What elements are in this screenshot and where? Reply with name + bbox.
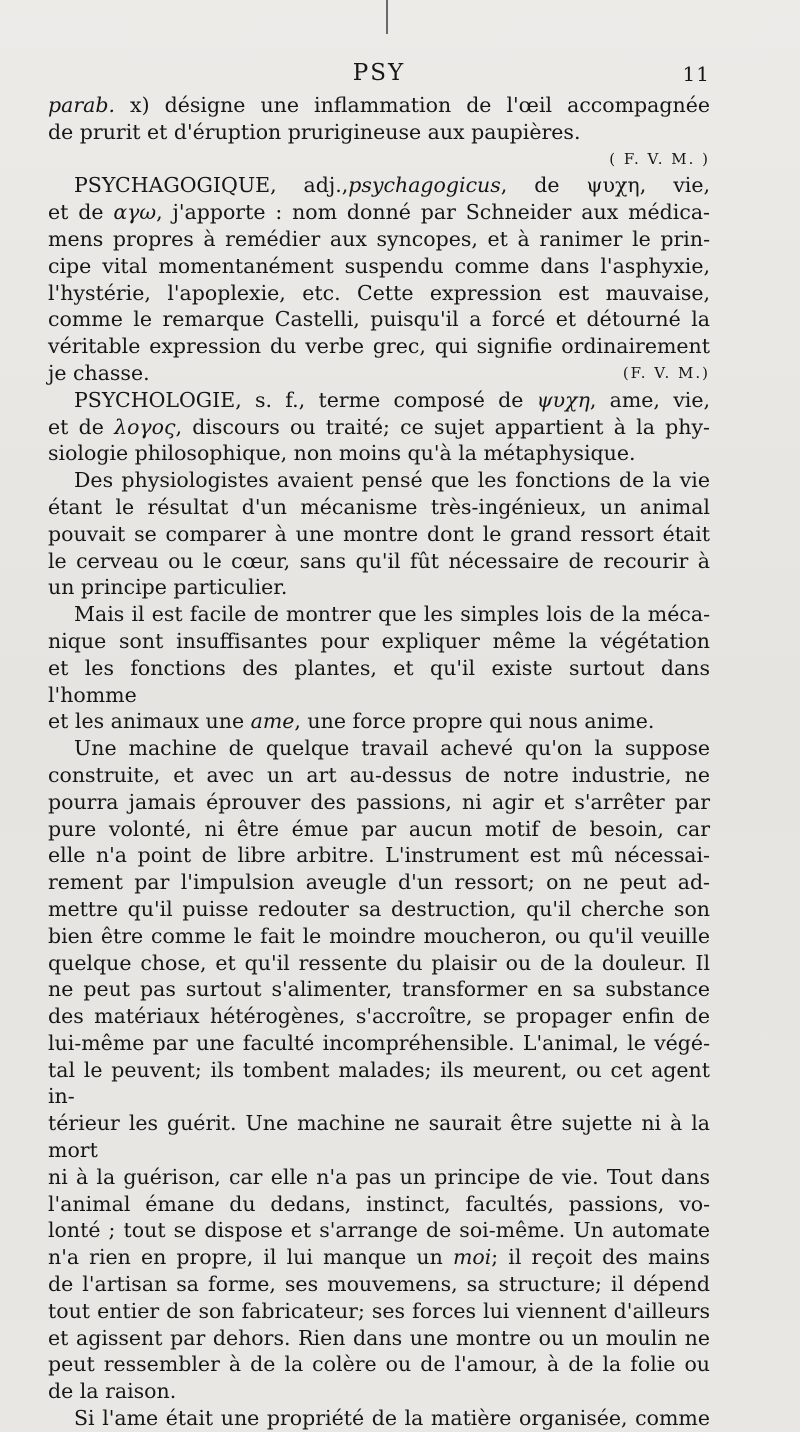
text-line: mens propres à remédier aux syncopes, et à ranimer le prin- [48,226,710,251]
text-line [48,414,710,441]
text-line: bien être comme le fait le moindre moucheron, ou qu'il veuille [48,923,710,948]
page-number: 11 [682,62,710,86]
text-span: et de [48,200,114,225]
text-line: l'animal émane du dedans, instinct, facultés, passions, vo- [48,1191,710,1216]
text-line: et les fonctions des plantes, et qu'il existe surtout dans l'homme [48,655,710,707]
text-line: térieur les guérit. Une machine ne saurait être sujette ni à la mort [48,1111,710,1163]
text-line: elle n'a point de libre arbitre. L'instrument est mû nécessai- [48,843,710,868]
text-line: étant le résultat d'un mécanisme très-ingénieux, un animal [48,494,710,519]
text-span: je chasse. [48,360,150,385]
text-line: tal le peuvent; ils tombent malades; ils meurent, ou cet agent in- [48,1057,710,1109]
text-line: pouvait se comparer à une montre dont le grand ressort était [48,521,710,546]
text-line: cipe vital momentanément suspendu comme dans l'asphyxie, [48,253,710,278]
italic-text: λογος [114,414,176,439]
text-span: PSYCHAGOGIQUE, adj., [74,173,349,198]
italic-text: moi [452,1245,492,1270]
italic-text: ame [250,709,295,734]
text-span: , ame, vie, [589,387,710,412]
text-span: , une force propre qui nous anime. [294,709,655,734]
text-line: lonté ; tout se dispose et s'arrange de soi-même. Un automate [48,1218,710,1243]
text-line: de l'artisan sa forme, ses mouvemens, sa structure; il dépend [48,1272,710,1297]
text-line: pourra jamais éprouver des passions, ni agir et s'arrêter par [48,789,710,814]
text-line: rement par l'impulsion aveugle d'un ressort; on ne peut ad- [48,870,710,895]
signature: (F. V. M.) [622,363,710,382]
italic-text: psychagogicus [348,173,501,198]
text-line: construite, et avec un art au-dessus de notre industrie, ne [48,762,710,787]
text-span: et de [48,414,115,439]
text-line: ne peut pas surtout s'alimenter, transformer en sa substance [48,977,710,1002]
italic-text: parab. [48,93,116,117]
text-line: Mais il est facile de montrer que les simples lois de la méca- [74,602,710,627]
text-span: n'a rien en propre, il lui manque un [48,1245,453,1270]
text-line: Si l'ame était une propriété de la matière organisée, comme [74,1406,710,1431]
page-edge-mark [386,0,388,34]
text-line: l'hystérie, l'apoplexie, etc. Cette expression est mauvaise, [48,280,710,305]
text-line: nique sont insuffisantes pour expliquer même la végétation [48,628,710,653]
body-text [48,92,710,1432]
text-line: ni à la guérison, car elle n'a pas un principe de vie. Tout dans [48,1164,710,1189]
text-line [48,172,710,199]
signature-line: ( F. V. M. ) [609,149,710,168]
text-line: mettre qu'il puisse redouter sa destruction, qu'il cherche son [48,896,710,921]
text-line: véritable expression du verbe grec, qui signifie ordinairement [48,334,710,359]
italic-text: ψυχη [536,387,590,412]
text-line [48,360,710,387]
text-line: un principe particulier. [48,575,288,600]
text-line [48,199,710,226]
text-line: de la raison. [48,1379,177,1404]
text-line: Des physiologistes avaient pensé que les fonctions de la vie [74,468,710,493]
running-head: PSY [352,60,406,86]
text-line: pure volonté, ni être émue par aucun motif de besoin, car [48,816,710,841]
text-span: , discours ou traité; ce sujet appartient à la phy- [175,414,710,439]
text-line: Une machine de quelque travail achevé qu'on la suppose [74,736,710,761]
text-span: , j'apporte : nom donné par Schneider aux médica- [156,200,710,225]
italic-text: αγω [113,200,157,225]
text-line: tout entier de son fabricateur; ses forces lui viennent d'ailleurs [48,1298,710,1323]
text-line: peut ressembler à de la colère ou de l'amour, à de la folie ou [48,1352,710,1377]
text-line: de prurit et d'éruption prurigineuse aux paupières. [48,119,581,144]
text-span: et les animaux une [48,709,251,734]
text-line: siologie philosophique, non moins qu'à la métaphysique. [48,441,636,466]
text-span: x) désigne une inflammation de l'œil accompagnée [115,93,710,117]
text-line [48,708,710,735]
text-line [48,92,710,119]
text-line: quelque chose, et qu'il ressente du plaisir ou de la douleur. Il [48,950,710,975]
text-line [48,1244,710,1271]
page-header [48,60,710,90]
text-line: lui-même par une faculté incompréhensible. L'animal, le végé- [48,1030,710,1055]
text-span: ; il reçoit des mains [491,1245,710,1270]
text-line: comme le remarque Castelli, puisqu'il a forcé et détourné la [48,307,710,332]
text-line: et agissent par dehors. Rien dans une montre ou un moulin ne [48,1325,710,1350]
text-line: des matériaux hétérogènes, s'accroître, se propager enfin de [48,1004,710,1029]
text-span: PSYCHOLOGIE, s. f., terme composé de [74,387,537,412]
text-line [48,387,710,414]
text-line: le cerveau ou le cœur, sans qu'il fût nécessaire de recourir à [48,548,710,573]
text-span: , de ψυχη, vie, [500,173,710,198]
